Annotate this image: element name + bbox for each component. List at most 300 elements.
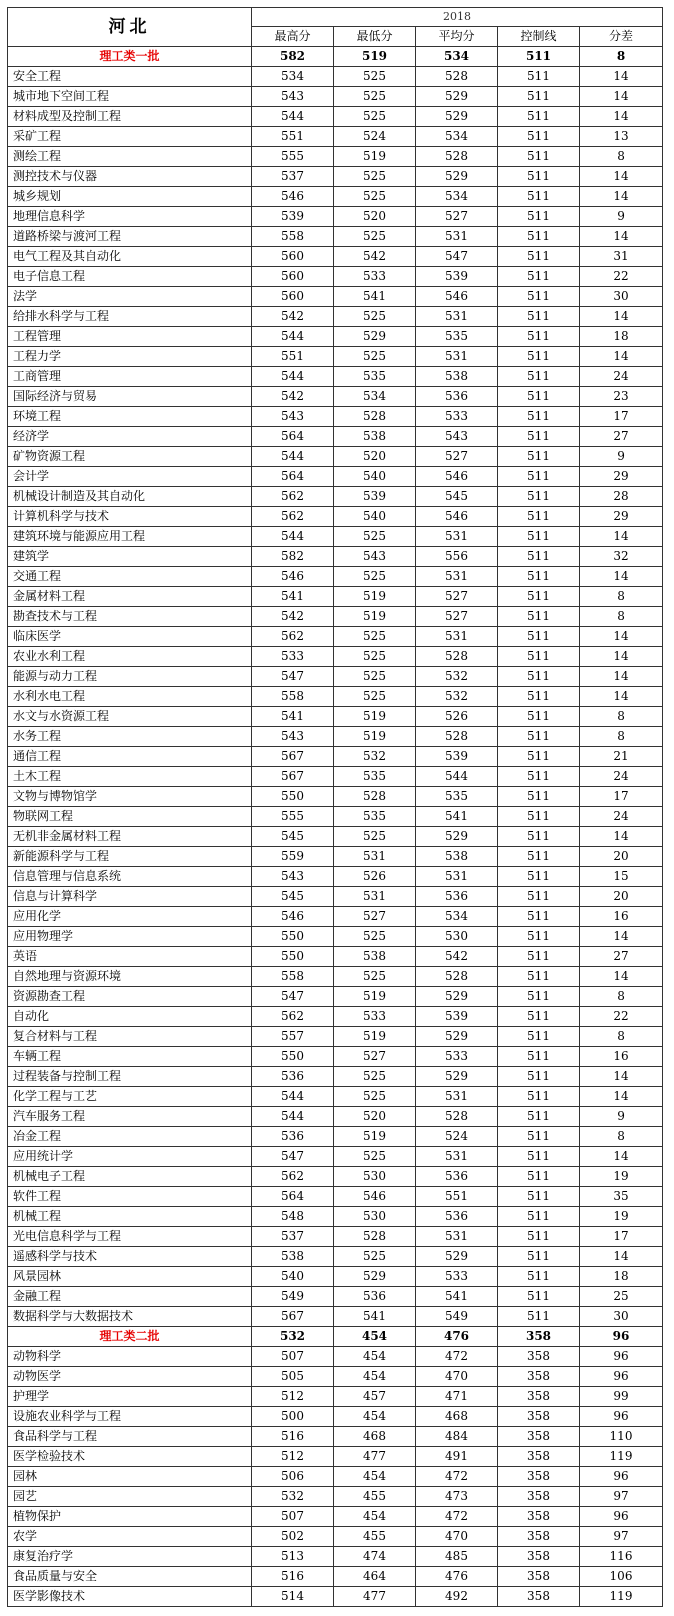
max-score-cell: 512 bbox=[252, 1447, 334, 1467]
major-name-cell: 金融工程 bbox=[8, 1287, 252, 1307]
table-row bbox=[8, 727, 663, 747]
table-row bbox=[8, 87, 663, 107]
score-diff-cell: 20 bbox=[580, 887, 663, 907]
min-score-cell: 525 bbox=[334, 227, 416, 247]
major-name-cell: 勘查技术与工程 bbox=[8, 607, 252, 627]
min-score-cell: 528 bbox=[334, 787, 416, 807]
min-score-cell: 474 bbox=[334, 1547, 416, 1567]
avg-score-cell: 531 bbox=[416, 1147, 498, 1167]
avg-score-cell: 546 bbox=[416, 467, 498, 487]
min-score-cell: 525 bbox=[334, 667, 416, 687]
score-diff-cell: 14 bbox=[580, 1087, 663, 1107]
major-name-cell: 医学检验技术 bbox=[8, 1447, 252, 1467]
score-diff-cell: 14 bbox=[580, 227, 663, 247]
avg-score-cell: 541 bbox=[416, 807, 498, 827]
control-line-cell: 511 bbox=[498, 607, 580, 627]
major-name-cell: 城市地下空间工程 bbox=[8, 87, 252, 107]
min-score-cell: 525 bbox=[334, 67, 416, 87]
max-score-cell: 537 bbox=[252, 167, 334, 187]
major-name-cell: 建筑学 bbox=[8, 547, 252, 567]
major-name-cell: 计算机科学与技术 bbox=[8, 507, 252, 527]
max-score-cell: 562 bbox=[252, 627, 334, 647]
max-score-cell: 500 bbox=[252, 1407, 334, 1427]
max-score-cell: 544 bbox=[252, 367, 334, 387]
major-name-cell: 材料成型及控制工程 bbox=[8, 107, 252, 127]
min-score-cell: 531 bbox=[334, 847, 416, 867]
avg-score-cell: 542 bbox=[416, 947, 498, 967]
control-line-cell: 511 bbox=[498, 527, 580, 547]
avg-score-cell: 472 bbox=[416, 1507, 498, 1527]
avg-score-cell: 541 bbox=[416, 1287, 498, 1307]
control-line-cell: 511 bbox=[498, 147, 580, 167]
table-row bbox=[8, 1547, 663, 1567]
score-diff-cell: 23 bbox=[580, 387, 663, 407]
major-name-cell: 国际经济与贸易 bbox=[8, 387, 252, 407]
control-line-cell: 511 bbox=[498, 167, 580, 187]
control-line-cell: 511 bbox=[498, 1227, 580, 1247]
major-name-cell: 复合材料与工程 bbox=[8, 1027, 252, 1047]
control-line-cell: 358 bbox=[498, 1367, 580, 1387]
table-row bbox=[8, 487, 663, 507]
table-row bbox=[8, 1027, 663, 1047]
control-line-cell: 511 bbox=[498, 707, 580, 727]
control-line-cell: 511 bbox=[498, 107, 580, 127]
score-diff-cell: 27 bbox=[580, 427, 663, 447]
major-name-cell: 通信工程 bbox=[8, 747, 252, 767]
avg-score-cell: 531 bbox=[416, 307, 498, 327]
max-score-cell: 537 bbox=[252, 1227, 334, 1247]
score-diff-cell: 14 bbox=[580, 827, 663, 847]
min-score-cell: 454 bbox=[334, 1367, 416, 1387]
control-line-cell: 511 bbox=[498, 1307, 580, 1327]
table-row bbox=[8, 227, 663, 247]
table-row bbox=[8, 387, 663, 407]
control-line-cell: 511 bbox=[498, 1287, 580, 1307]
control-line-cell: 511 bbox=[498, 487, 580, 507]
score-diff-cell: 99 bbox=[580, 1387, 663, 1407]
score-diff-cell: 8 bbox=[580, 1127, 663, 1147]
major-name-cell: 无机非金属材料工程 bbox=[8, 827, 252, 847]
max-score-cell: 544 bbox=[252, 447, 334, 467]
min-score-cell: 525 bbox=[334, 1087, 416, 1107]
min-score-cell: 520 bbox=[334, 1107, 416, 1127]
min-score-cell: 525 bbox=[334, 527, 416, 547]
max-score-cell: 548 bbox=[252, 1207, 334, 1227]
table-row bbox=[8, 1187, 663, 1207]
major-name-cell: 应用物理学 bbox=[8, 927, 252, 947]
score-diff-cell: 14 bbox=[580, 647, 663, 667]
table-row bbox=[8, 1267, 663, 1287]
score-diff-cell: 116 bbox=[580, 1547, 663, 1567]
max-score-cell: 547 bbox=[252, 1147, 334, 1167]
min-score-cell: 528 bbox=[334, 1227, 416, 1247]
max-score-cell: 555 bbox=[252, 807, 334, 827]
major-name-cell: 环境工程 bbox=[8, 407, 252, 427]
avg-score-cell: 546 bbox=[416, 287, 498, 307]
avg-score-cell: 539 bbox=[416, 1007, 498, 1027]
min-score-cell: 526 bbox=[334, 867, 416, 887]
table-row bbox=[8, 347, 663, 367]
year-label: 2018 bbox=[252, 8, 663, 27]
batch-control-line: 511 bbox=[498, 47, 580, 67]
min-score-cell: 519 bbox=[334, 707, 416, 727]
batch-avg-score: 476 bbox=[416, 1327, 498, 1347]
avg-score-cell: 528 bbox=[416, 67, 498, 87]
column-header-min: 最低分 bbox=[334, 27, 416, 47]
control-line-cell: 511 bbox=[498, 947, 580, 967]
max-score-cell: 567 bbox=[252, 747, 334, 767]
min-score-cell: 455 bbox=[334, 1527, 416, 1547]
score-diff-cell: 8 bbox=[580, 587, 663, 607]
table-row bbox=[8, 467, 663, 487]
avg-score-cell: 533 bbox=[416, 407, 498, 427]
score-diff-cell: 18 bbox=[580, 1267, 663, 1287]
score-diff-cell: 8 bbox=[580, 727, 663, 747]
min-score-cell: 543 bbox=[334, 547, 416, 567]
score-diff-cell: 31 bbox=[580, 247, 663, 267]
major-name-cell: 地理信息科学 bbox=[8, 207, 252, 227]
major-name-cell: 水文与水资源工程 bbox=[8, 707, 252, 727]
table-row bbox=[8, 747, 663, 767]
batch-score-diff: 8 bbox=[580, 47, 663, 67]
avg-score-cell: 531 bbox=[416, 627, 498, 647]
table-row bbox=[8, 947, 663, 967]
major-name-cell: 安全工程 bbox=[8, 67, 252, 87]
score-diff-cell: 14 bbox=[580, 627, 663, 647]
max-score-cell: 542 bbox=[252, 307, 334, 327]
score-diff-cell: 9 bbox=[580, 1107, 663, 1127]
max-score-cell: 544 bbox=[252, 327, 334, 347]
min-score-cell: 519 bbox=[334, 147, 416, 167]
table-row bbox=[8, 607, 663, 627]
control-line-cell: 511 bbox=[498, 927, 580, 947]
min-score-cell: 531 bbox=[334, 887, 416, 907]
max-score-cell: 516 bbox=[252, 1427, 334, 1447]
major-name-cell: 水务工程 bbox=[8, 727, 252, 747]
major-name-cell: 风景园林 bbox=[8, 1267, 252, 1287]
table-row bbox=[8, 787, 663, 807]
score-diff-cell: 14 bbox=[580, 1067, 663, 1087]
batch-control-line: 358 bbox=[498, 1327, 580, 1347]
min-score-cell: 464 bbox=[334, 1567, 416, 1587]
major-name-cell: 工程管理 bbox=[8, 327, 252, 347]
min-score-cell: 454 bbox=[334, 1347, 416, 1367]
max-score-cell: 545 bbox=[252, 827, 334, 847]
avg-score-cell: 533 bbox=[416, 1047, 498, 1067]
avg-score-cell: 529 bbox=[416, 1247, 498, 1267]
table-row bbox=[8, 1007, 663, 1027]
major-name-cell: 机械设计制造及其自动化 bbox=[8, 487, 252, 507]
max-score-cell: 562 bbox=[252, 1007, 334, 1027]
avg-score-cell: 476 bbox=[416, 1567, 498, 1587]
score-diff-cell: 20 bbox=[580, 847, 663, 867]
table-row bbox=[8, 1087, 663, 1107]
control-line-cell: 358 bbox=[498, 1507, 580, 1527]
admission-score-table bbox=[7, 7, 663, 1607]
score-diff-cell: 32 bbox=[580, 547, 663, 567]
avg-score-cell: 468 bbox=[416, 1407, 498, 1427]
major-name-cell: 康复治疗学 bbox=[8, 1547, 252, 1567]
control-line-cell: 358 bbox=[498, 1427, 580, 1447]
avg-score-cell: 549 bbox=[416, 1307, 498, 1327]
avg-score-cell: 535 bbox=[416, 787, 498, 807]
score-diff-cell: 17 bbox=[580, 787, 663, 807]
table-row bbox=[8, 1427, 663, 1447]
max-score-cell: 506 bbox=[252, 1467, 334, 1487]
min-score-cell: 525 bbox=[334, 307, 416, 327]
table-row bbox=[8, 1247, 663, 1267]
table-row bbox=[8, 1107, 663, 1127]
max-score-cell: 542 bbox=[252, 387, 334, 407]
major-name-cell: 动物医学 bbox=[8, 1367, 252, 1387]
score-diff-cell: 9 bbox=[580, 447, 663, 467]
table-row bbox=[8, 707, 663, 727]
control-line-cell: 358 bbox=[498, 1487, 580, 1507]
score-diff-cell: 14 bbox=[580, 307, 663, 327]
control-line-cell: 511 bbox=[498, 447, 580, 467]
score-diff-cell: 119 bbox=[580, 1587, 663, 1607]
max-score-cell: 567 bbox=[252, 767, 334, 787]
avg-score-cell: 543 bbox=[416, 427, 498, 447]
avg-score-cell: 484 bbox=[416, 1427, 498, 1447]
min-score-cell: 525 bbox=[334, 967, 416, 987]
score-diff-cell: 8 bbox=[580, 707, 663, 727]
avg-score-cell: 527 bbox=[416, 447, 498, 467]
score-diff-cell: 14 bbox=[580, 567, 663, 587]
table-row bbox=[8, 1067, 663, 1087]
max-score-cell: 551 bbox=[252, 347, 334, 367]
major-name-cell: 资源勘查工程 bbox=[8, 987, 252, 1007]
score-diff-cell: 29 bbox=[580, 467, 663, 487]
control-line-cell: 511 bbox=[498, 1207, 580, 1227]
table-row bbox=[8, 1467, 663, 1487]
control-line-cell: 511 bbox=[498, 1067, 580, 1087]
min-score-cell: 525 bbox=[334, 627, 416, 647]
avg-score-cell: 538 bbox=[416, 367, 498, 387]
province-label: 河北 bbox=[8, 8, 252, 47]
table-row bbox=[8, 427, 663, 447]
avg-score-cell: 538 bbox=[416, 847, 498, 867]
control-line-cell: 511 bbox=[498, 427, 580, 447]
avg-score-cell: 492 bbox=[416, 1587, 498, 1607]
major-name-cell: 应用化学 bbox=[8, 907, 252, 927]
table-row bbox=[8, 547, 663, 567]
score-diff-cell: 14 bbox=[580, 187, 663, 207]
score-diff-cell: 14 bbox=[580, 67, 663, 87]
max-score-cell: 557 bbox=[252, 1027, 334, 1047]
control-line-cell: 511 bbox=[498, 1147, 580, 1167]
max-score-cell: 558 bbox=[252, 227, 334, 247]
major-name-cell: 临床医学 bbox=[8, 627, 252, 647]
max-score-cell: 562 bbox=[252, 507, 334, 527]
max-score-cell: 536 bbox=[252, 1127, 334, 1147]
major-name-cell: 遥感科学与技术 bbox=[8, 1247, 252, 1267]
table-row bbox=[8, 167, 663, 187]
control-line-cell: 511 bbox=[498, 1087, 580, 1107]
major-name-cell: 园艺 bbox=[8, 1487, 252, 1507]
score-diff-cell: 30 bbox=[580, 287, 663, 307]
max-score-cell: 558 bbox=[252, 967, 334, 987]
score-diff-cell: 15 bbox=[580, 867, 663, 887]
score-diff-cell: 106 bbox=[580, 1567, 663, 1587]
avg-score-cell: 527 bbox=[416, 587, 498, 607]
max-score-cell: 546 bbox=[252, 907, 334, 927]
avg-score-cell: 546 bbox=[416, 507, 498, 527]
major-name-cell: 信息与计算科学 bbox=[8, 887, 252, 907]
table-row bbox=[8, 147, 663, 167]
avg-score-cell: 527 bbox=[416, 607, 498, 627]
max-score-cell: 562 bbox=[252, 487, 334, 507]
control-line-cell: 511 bbox=[498, 1027, 580, 1047]
avg-score-cell: 470 bbox=[416, 1367, 498, 1387]
avg-score-cell: 524 bbox=[416, 1127, 498, 1147]
score-diff-cell: 30 bbox=[580, 1307, 663, 1327]
min-score-cell: 538 bbox=[334, 947, 416, 967]
batch-score-diff: 96 bbox=[580, 1327, 663, 1347]
avg-score-cell: 551 bbox=[416, 1187, 498, 1207]
avg-score-cell: 536 bbox=[416, 387, 498, 407]
major-name-cell: 法学 bbox=[8, 287, 252, 307]
max-score-cell: 544 bbox=[252, 107, 334, 127]
max-score-cell: 541 bbox=[252, 587, 334, 607]
min-score-cell: 525 bbox=[334, 87, 416, 107]
max-score-cell: 544 bbox=[252, 1087, 334, 1107]
max-score-cell: 560 bbox=[252, 267, 334, 287]
min-score-cell: 541 bbox=[334, 287, 416, 307]
table-row bbox=[8, 507, 663, 527]
control-line-cell: 358 bbox=[498, 1407, 580, 1427]
max-score-cell: 564 bbox=[252, 1187, 334, 1207]
major-name-cell: 物联网工程 bbox=[8, 807, 252, 827]
table-row bbox=[8, 367, 663, 387]
avg-score-cell: 534 bbox=[416, 127, 498, 147]
max-score-cell: 547 bbox=[252, 987, 334, 1007]
avg-score-cell: 531 bbox=[416, 347, 498, 367]
control-line-cell: 511 bbox=[498, 227, 580, 247]
max-score-cell: 542 bbox=[252, 607, 334, 627]
table-row bbox=[8, 447, 663, 467]
control-line-cell: 511 bbox=[498, 847, 580, 867]
avg-score-cell: 539 bbox=[416, 267, 498, 287]
max-score-cell: 541 bbox=[252, 707, 334, 727]
control-line-cell: 511 bbox=[498, 467, 580, 487]
major-name-cell: 信息管理与信息系统 bbox=[8, 867, 252, 887]
avg-score-cell: 531 bbox=[416, 1227, 498, 1247]
avg-score-cell: 527 bbox=[416, 207, 498, 227]
avg-score-cell: 539 bbox=[416, 747, 498, 767]
score-diff-cell: 29 bbox=[580, 507, 663, 527]
score-diff-cell: 14 bbox=[580, 347, 663, 367]
score-diff-cell: 8 bbox=[580, 987, 663, 1007]
batch-avg-score: 534 bbox=[416, 47, 498, 67]
max-score-cell: 513 bbox=[252, 1547, 334, 1567]
table-row bbox=[8, 1567, 663, 1587]
major-name-cell: 软件工程 bbox=[8, 1187, 252, 1207]
max-score-cell: 516 bbox=[252, 1567, 334, 1587]
major-name-cell: 电子信息工程 bbox=[8, 267, 252, 287]
score-diff-cell: 97 bbox=[580, 1527, 663, 1547]
control-line-cell: 511 bbox=[498, 347, 580, 367]
score-diff-cell: 96 bbox=[580, 1467, 663, 1487]
control-line-cell: 358 bbox=[498, 1447, 580, 1467]
control-line-cell: 358 bbox=[498, 1567, 580, 1587]
table-row bbox=[8, 907, 663, 927]
score-diff-cell: 35 bbox=[580, 1187, 663, 1207]
min-score-cell: 468 bbox=[334, 1427, 416, 1447]
major-name-cell: 食品科学与工程 bbox=[8, 1427, 252, 1447]
control-line-cell: 511 bbox=[498, 207, 580, 227]
control-line-cell: 358 bbox=[498, 1527, 580, 1547]
avg-score-cell: 531 bbox=[416, 527, 498, 547]
major-name-cell: 水利水电工程 bbox=[8, 687, 252, 707]
score-diff-cell: 8 bbox=[580, 1027, 663, 1047]
control-line-cell: 511 bbox=[498, 87, 580, 107]
control-line-cell: 511 bbox=[498, 407, 580, 427]
score-diff-cell: 96 bbox=[580, 1367, 663, 1387]
max-score-cell: 550 bbox=[252, 787, 334, 807]
avg-score-cell: 485 bbox=[416, 1547, 498, 1567]
min-score-cell: 477 bbox=[334, 1447, 416, 1467]
score-diff-cell: 110 bbox=[580, 1427, 663, 1447]
score-diff-cell: 97 bbox=[580, 1487, 663, 1507]
min-score-cell: 530 bbox=[334, 1207, 416, 1227]
max-score-cell: 551 bbox=[252, 127, 334, 147]
table-row bbox=[8, 967, 663, 987]
control-line-cell: 511 bbox=[498, 1047, 580, 1067]
table-row bbox=[8, 867, 663, 887]
min-score-cell: 525 bbox=[334, 687, 416, 707]
max-score-cell: 533 bbox=[252, 647, 334, 667]
avg-score-cell: 531 bbox=[416, 567, 498, 587]
max-score-cell: 538 bbox=[252, 1247, 334, 1267]
score-diff-cell: 14 bbox=[580, 927, 663, 947]
min-score-cell: 541 bbox=[334, 1307, 416, 1327]
control-line-cell: 511 bbox=[498, 367, 580, 387]
score-diff-cell: 24 bbox=[580, 807, 663, 827]
max-score-cell: 545 bbox=[252, 887, 334, 907]
major-name-cell: 应用统计学 bbox=[8, 1147, 252, 1167]
max-score-cell: 547 bbox=[252, 667, 334, 687]
avg-score-cell: 536 bbox=[416, 887, 498, 907]
score-diff-cell: 14 bbox=[580, 1247, 663, 1267]
control-line-cell: 511 bbox=[498, 647, 580, 667]
table-row bbox=[8, 807, 663, 827]
min-score-cell: 539 bbox=[334, 487, 416, 507]
major-name-cell: 测绘工程 bbox=[8, 147, 252, 167]
control-line-cell: 358 bbox=[498, 1387, 580, 1407]
avg-score-cell: 534 bbox=[416, 187, 498, 207]
min-score-cell: 530 bbox=[334, 1167, 416, 1187]
major-name-cell: 过程装备与控制工程 bbox=[8, 1067, 252, 1087]
max-score-cell: 562 bbox=[252, 1167, 334, 1187]
min-score-cell: 519 bbox=[334, 1027, 416, 1047]
table-row bbox=[8, 407, 663, 427]
major-name-cell: 采矿工程 bbox=[8, 127, 252, 147]
table-header-row bbox=[8, 8, 663, 27]
score-diff-cell: 14 bbox=[580, 527, 663, 547]
control-line-cell: 511 bbox=[498, 787, 580, 807]
max-score-cell: 543 bbox=[252, 867, 334, 887]
score-diff-cell: 28 bbox=[580, 487, 663, 507]
min-score-cell: 519 bbox=[334, 587, 416, 607]
min-score-cell: 529 bbox=[334, 327, 416, 347]
score-diff-cell: 14 bbox=[580, 1147, 663, 1167]
control-line-cell: 511 bbox=[498, 1187, 580, 1207]
avg-score-cell: 470 bbox=[416, 1527, 498, 1547]
major-name-cell: 测控技术与仪器 bbox=[8, 167, 252, 187]
max-score-cell: 546 bbox=[252, 187, 334, 207]
major-name-cell: 农学 bbox=[8, 1527, 252, 1547]
